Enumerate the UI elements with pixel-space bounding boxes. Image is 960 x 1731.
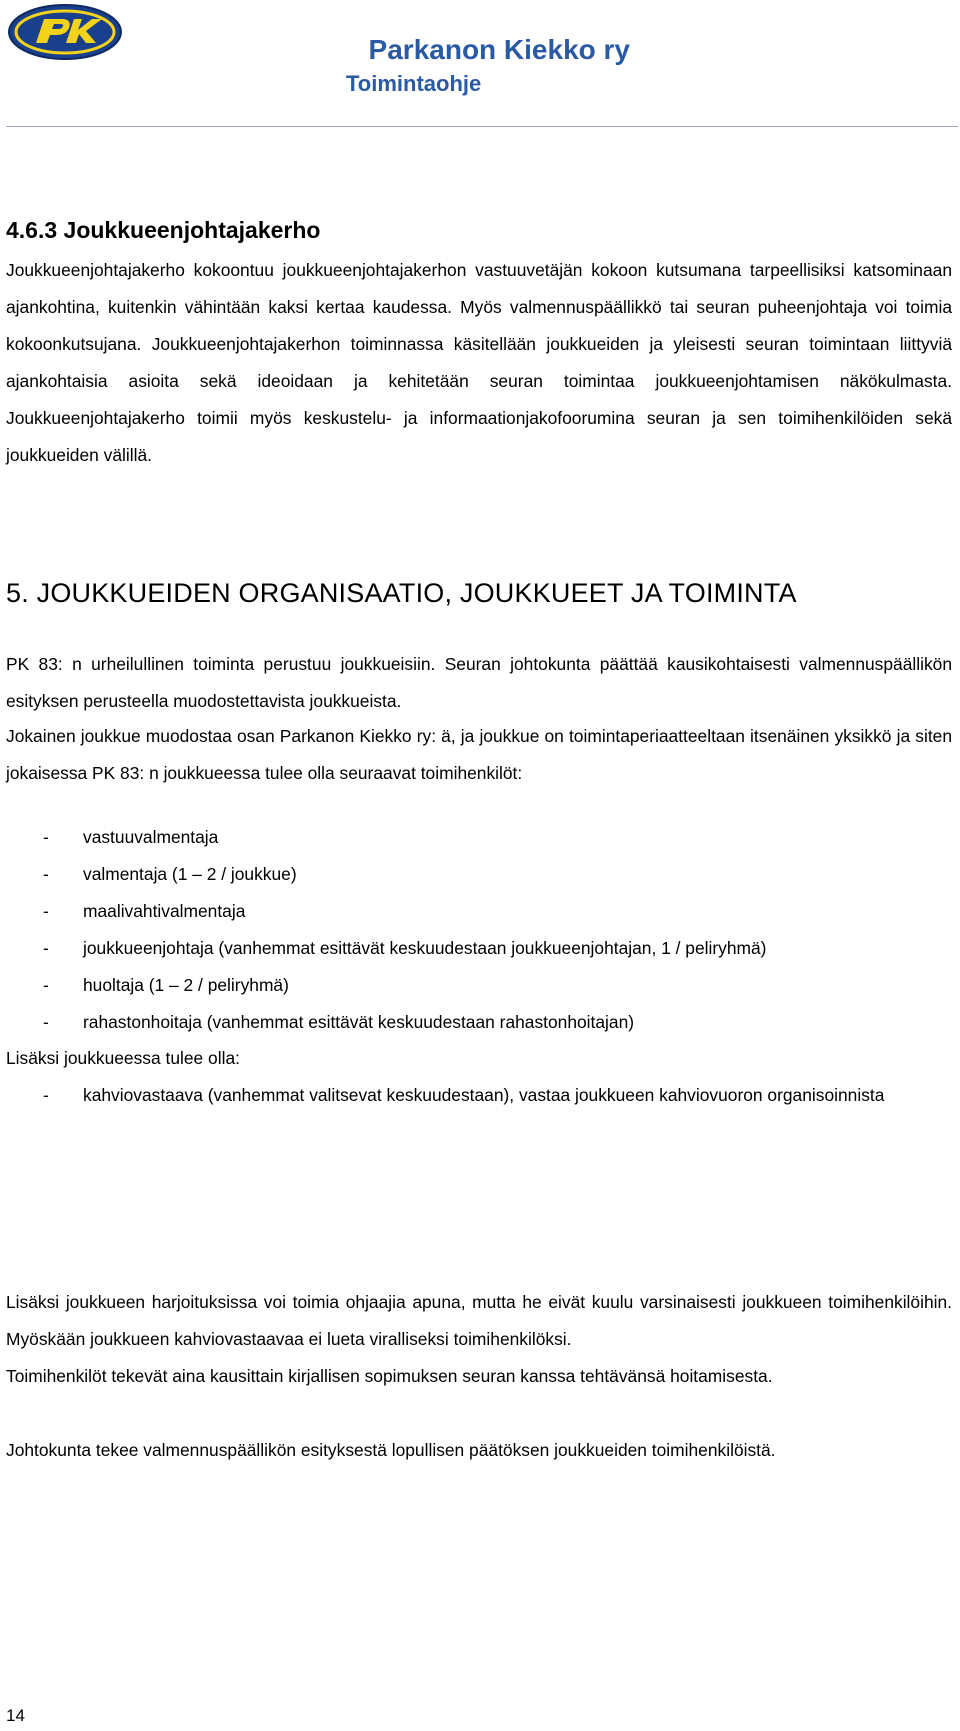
header-subtitle: Toimintaohje <box>346 71 482 96</box>
page-number: 14 <box>6 1706 25 1725</box>
list-item-text: valmentaja (1 – 2 / joukkue) <box>83 864 297 884</box>
organisation-paragraph-1: PK 83: n urheilullinen toiminta perustuu joukkueisiin. Seuran johtokunta päättää kausikohtaisesti valmennuspäällikön esityksen perusteella muodostettavista joukkueista. <box>6 654 952 711</box>
additional-intro: Lisäksi joukkueessa tulee olla: <box>6 1048 240 1068</box>
list-dash: - <box>43 938 49 958</box>
list-item <box>6 930 766 967</box>
joukkueenjohtajakerho-paragraph: Joukkueenjohtajakerho kokoontuu joukkueenjohtajakerhon vastuuvetäjän kokoon kutsumana tarpeellisiksi katsominaan ajankohtina, kuitenkin vähintään kaksi kertaa kaudessa. Myös valmennuspäällikkö tai seuran puheenjohtaja voi toimia kokoonkutsujana. Joukkueenjohtajakerhon toiminnassa käsitellään joukkueiden ja yleisesti seuran toimintaan liittyviä ajankohtaisia asioita sekä ideoidaan ja kehitetään seuran toimintaa joukkueenjohtamisen näkökulmasta. Joukkueenjohtajakerho toimii myös keskustelu- ja informaationjakofoorumina seuran ja sen toimihenkilöiden sekä joukkueiden välillä. <box>6 260 952 465</box>
organisation-paragraph-2: Jokainen joukkue muodostaa osan Parkanon Kiekko ry: ä, ja joukkue on toimintaperiaatteeltaan itsenäinen yksikkö ja siten jokaisessa PK 83: n joukkueessa tulee olla seuraavat toimihenkilöt: <box>6 726 952 783</box>
assistants-paragraph: Lisäksi joukkueen harjoituksissa voi toimia ohjaajia apuna, mutta he eivät kuulu varsinaisesti joukkueen toimihenkilöihin. Myöskään joukkueen kahviovastaavaa ei lueta viralliseksi toimihenkilöksi. <box>6 1292 952 1349</box>
list-dash: - <box>43 827 49 847</box>
list-item-text: kahviovastaava (vanhemmat valitsevat keskuudestaan), vastaa joukkueen kahviovuoron organisoinnista <box>83 1085 885 1105</box>
list-item <box>6 819 766 856</box>
header-title: Parkanon Kiekko ry <box>368 34 630 65</box>
page-header <box>0 0 960 130</box>
list-dash: - <box>43 1012 49 1032</box>
list-item <box>6 893 766 930</box>
list-dash: - <box>43 975 49 995</box>
contract-paragraph: Toimihenkilöt tekevät aina kausittain kirjallisen sopimuksen seuran kanssa tehtävänsä hoitamisesta. <box>6 1366 773 1386</box>
list-item <box>6 967 766 1004</box>
list-item <box>6 1077 953 1114</box>
list-dash: - <box>43 864 49 884</box>
officials-list <box>6 819 766 1041</box>
list-item-text: maalivahtivalmentaja <box>83 901 246 921</box>
list-item-text: joukkueenjohtaja (vanhemmat esittävät keskuudestaan joukkueenjohtajan, 1 / peliryhmä) <box>83 938 767 958</box>
list-item <box>6 1004 766 1041</box>
club-logo <box>6 2 124 62</box>
additional-roles-list <box>6 1077 953 1114</box>
list-item <box>6 856 766 893</box>
list-item-text: vastuuvalmentaja <box>83 827 219 847</box>
decision-paragraph: Johtokunta tekee valmennuspäällikön esityksestä lopullisen päätöksen joukkueiden toimihenkilöistä. <box>6 1440 776 1460</box>
list-item-text: huoltaja (1 – 2 / peliryhmä) <box>83 975 289 995</box>
list-dash: - <box>43 1085 49 1105</box>
list-dash: - <box>43 901 49 921</box>
header-divider <box>6 126 958 127</box>
section-heading-5: 5. JOUKKUEIDEN ORGANISAATIO, JOUKKUEET JA TOIMINTA <box>6 578 797 608</box>
section-heading-4-6-3: 4.6.3 Joukkueenjohtajakerho <box>6 217 321 244</box>
list-item-text: rahastonhoitaja (vanhemmat esittävät keskuudestaan rahastonhoitajan) <box>83 1012 635 1032</box>
